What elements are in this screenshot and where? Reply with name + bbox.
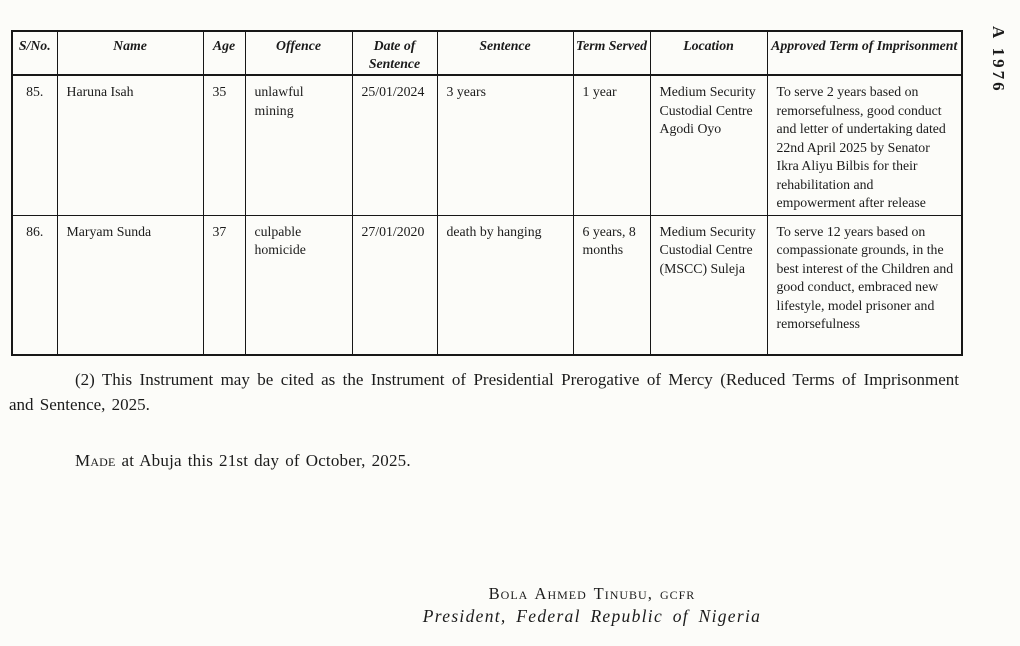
table-header-row [12, 31, 962, 75]
table-row-86 [12, 215, 962, 355]
prerogative-of-mercy-table [11, 30, 963, 356]
cell-term-served: 1 year [573, 75, 650, 215]
cell-sentence: 3 years [437, 75, 573, 215]
col-header-sentence: Sentence [437, 31, 573, 75]
cell-sentence: death by hanging [437, 215, 573, 355]
president-title: President, Federal Republic of Nigeria [422, 606, 762, 626]
col-header-age: Age [203, 31, 245, 75]
col-header-name: Name [57, 31, 203, 75]
col-header-location: Location [650, 31, 767, 75]
cell-age: 35 [203, 75, 245, 215]
cell-approved-term: To serve 12 years based on compassionate grounds, in the best interest of the Children and good conduct, embraced new lifestyle, model prisoner and remorsefulness [767, 215, 962, 355]
made-at-line [75, 451, 411, 471]
citation-clause: (2) This Instrument may be cited as the Instrument of Presidential Prerogative of Mercy (Reduced Terms of Imprisonment and Sentence, 2025. [9, 370, 959, 414]
col-header-term-served: Term Served [573, 31, 650, 75]
cell-date-of-sentence: 27/01/2020 [352, 215, 437, 355]
cell-term-served: 6 years, 8 months [573, 215, 650, 355]
cell-name: Haruna Isah [57, 75, 203, 215]
cell-sno: 86. [12, 215, 57, 355]
cell-location: Medium Security Custodial Centre Agodi Oyo [650, 75, 767, 215]
col-header-date-of-sentence: Date of Sentence [352, 31, 437, 75]
cell-location: Medium Security Custodial Centre (MSCC) Suleja [650, 215, 767, 355]
signature-block [372, 584, 812, 627]
made-word: Made [75, 451, 116, 470]
president-name: Bola Ahmed Tinubu, gcfr [488, 584, 696, 603]
cell-approved-term: To serve 2 years based on remorsefulness, good conduct and letter of undertaking dated 22nd April 2025 by Senator Ikra Aliyu Bilbis for their rehabilitation and empowerment after release [767, 75, 962, 215]
col-header-sno: S/No. [12, 31, 57, 75]
cell-date-of-sentence: 25/01/2024 [352, 75, 437, 215]
cell-offence: unlawful mining [245, 75, 352, 215]
page-margin-code: A 1976 [989, 26, 1008, 94]
table-row-85 [12, 75, 962, 215]
col-header-offence: Offence [245, 31, 352, 75]
col-header-approved-term: Approved Term of Imprisonment [767, 31, 962, 75]
cell-name: Maryam Sunda [57, 215, 203, 355]
cell-offence: culpable homicide [245, 215, 352, 355]
cell-sno: 85. [12, 75, 57, 215]
made-rest: at Abuja this 21st day of October, 2025. [115, 451, 411, 470]
cell-age: 37 [203, 215, 245, 355]
